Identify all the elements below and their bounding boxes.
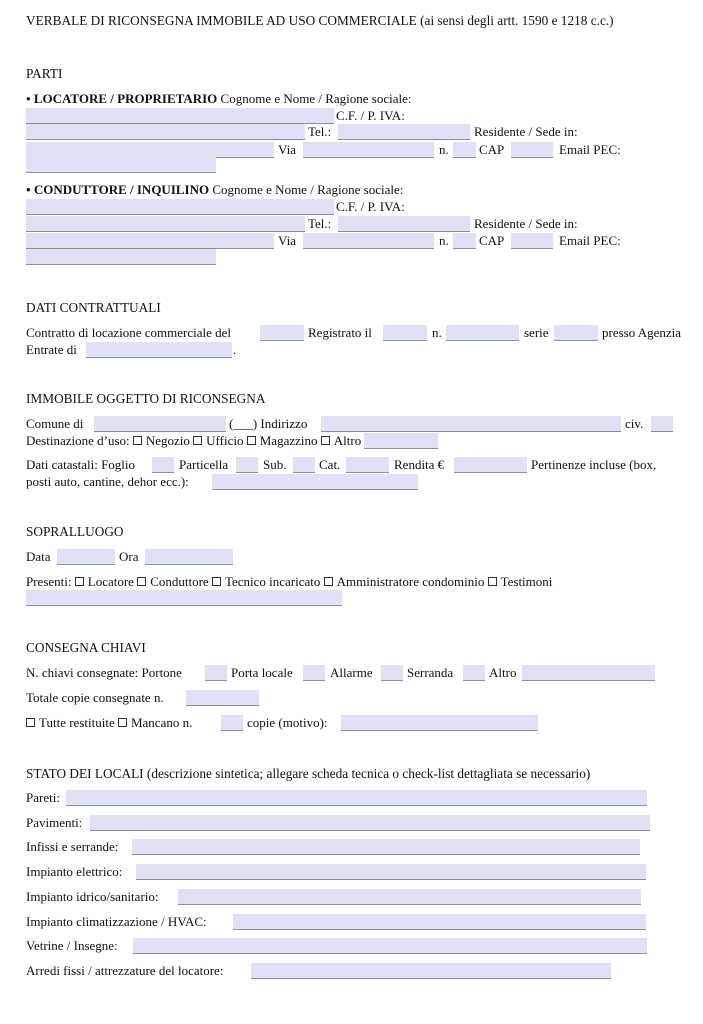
pavimenti-field[interactable] [90, 815, 650, 831]
amministratore-checkbox[interactable] [324, 577, 333, 586]
testimoni-checkbox[interactable] [488, 577, 497, 586]
negozio-option-label: Negozio [145, 433, 190, 448]
idrico-field[interactable] [178, 889, 641, 905]
magazzino-checkbox[interactable] [247, 436, 256, 445]
entrate-label: Entrate di [26, 342, 77, 357]
presenti-label: Presenti: [26, 574, 72, 589]
posti-label: posti auto, cantine, dehor ecc.): [26, 474, 189, 489]
civ-label: civ. [625, 416, 644, 431]
catastali-line [26, 457, 677, 473]
section-stato-heading: STATO DEI LOCALI (descrizione sintetica; allegare scheda tecnica o check-list dettagliata se necessario) [26, 766, 591, 781]
tutte-restituite-checkbox[interactable] [26, 718, 35, 727]
section-sopralluogo-heading: SOPRALLUOGO [26, 524, 124, 539]
period: . [233, 342, 237, 357]
stato-row [26, 963, 677, 979]
foglio-field[interactable] [152, 457, 174, 473]
ufficio-checkbox[interactable] [193, 436, 202, 445]
copie-motivo-field[interactable] [341, 715, 538, 731]
bullet: • [26, 182, 31, 197]
idrico-label: Impianto idrico/sanitario: [26, 889, 159, 904]
via-label: Via [278, 233, 296, 248]
locatore-tel-field[interactable] [338, 124, 470, 140]
section-chiavi-heading: CONSEGNA CHIAVI [26, 640, 146, 655]
altro-chiavi-field[interactable] [522, 665, 655, 681]
altro-chiavi-label: Altro [489, 665, 517, 680]
email-label: Email PEC: [559, 233, 621, 248]
destinazione-label: Destinazione d’uso: [26, 433, 130, 448]
conduttore-line-via [26, 233, 677, 249]
infissi-field[interactable] [132, 839, 640, 855]
via-label: Via [278, 142, 296, 157]
stato-row [26, 815, 677, 831]
sub-label: Sub. [263, 457, 287, 472]
restituite-group [26, 715, 192, 731]
particella-field[interactable] [236, 457, 258, 473]
infissi-label: Infissi e serrande: [26, 839, 119, 854]
conduttore-line-cf [26, 199, 677, 215]
bullet: • [26, 91, 31, 106]
residente-label: Residente / Sede in: [474, 216, 578, 231]
locatore-role: LOCATORE / PROPRIETARIO [33, 91, 218, 106]
magazzino-option-label: Magazzino [259, 433, 318, 448]
pertinenze-label: Pertinenze incluse (box, [531, 457, 657, 472]
document-title: VERBALE DI RICONSEGNA IMMOBILE AD USO COMMERCIALE (ai sensi degli artt. 1590 e 1218 c.c.) [26, 13, 614, 28]
restituite-line [26, 715, 677, 731]
locatore-option-label: Locatore [87, 574, 134, 589]
presenti-line [26, 574, 677, 590]
mancano-checkbox[interactable] [118, 718, 127, 727]
registrato-date-field[interactable] [383, 325, 427, 341]
pertinenze-field[interactable] [212, 474, 418, 490]
section-immobile-heading: IMMOBILE OGGETTO DI RICONSEGNA [26, 391, 266, 406]
amministratore-option-label: Amministratore condominio [336, 574, 485, 589]
elettrico-label: Impianto elettrico: [26, 864, 123, 879]
locatore-line-tel [26, 124, 677, 140]
vetrine-field[interactable] [133, 938, 647, 954]
conduttore-checkbox[interactable] [137, 577, 146, 586]
locatore-email-field[interactable] [26, 157, 216, 173]
copie-label: copie (motivo): [247, 715, 328, 730]
tutte-restituite-label: Tutte restituite [39, 715, 115, 730]
negozio-checkbox[interactable] [133, 436, 142, 445]
stato-row [26, 864, 677, 880]
registrato-number-field[interactable] [446, 325, 519, 341]
tel-label: Tel.: [308, 216, 332, 231]
locatore-name-field[interactable] [26, 108, 334, 124]
porta-field[interactable] [303, 665, 325, 681]
locatore-line-cf [26, 108, 677, 124]
cat-label: Cat. [319, 457, 341, 472]
ufficio-option-label: Ufficio [206, 433, 244, 448]
presenti-details-field[interactable] [26, 590, 342, 606]
totale-field[interactable] [186, 690, 259, 706]
cf-label: C.F. / P. IVA: [336, 108, 405, 123]
tecnico-option-label: Tecnico incaricato [224, 574, 321, 589]
catastali-label: Dati catastali: Foglio [26, 457, 136, 472]
residente-label: Residente / Sede in: [474, 124, 578, 139]
cap-label: CAP [479, 233, 505, 248]
conduttore-name-label: Cognome e Nome / Ragione sociale: [212, 182, 404, 197]
presenti-field-line [26, 590, 677, 606]
pareti-field[interactable] [66, 790, 647, 806]
n-label: n. [439, 233, 449, 248]
stato-row [26, 889, 677, 905]
categoria-field[interactable] [346, 457, 389, 473]
sub-field[interactable] [293, 457, 315, 473]
locatore-via-field[interactable] [303, 142, 434, 158]
altro-checkbox[interactable] [321, 436, 330, 445]
testimoni-option-label: Testimoni [500, 574, 553, 589]
altro-destinazione-field[interactable] [364, 433, 438, 449]
tel-label: Tel.: [308, 124, 332, 139]
locatore-number-field[interactable] [453, 142, 476, 158]
tecnico-checkbox[interactable] [212, 577, 221, 586]
section-parti-heading: PARTI [26, 66, 63, 81]
altro-option-label: Altro [333, 433, 362, 448]
stato-row [26, 938, 677, 954]
serie-label: serie [524, 325, 549, 340]
locatore-header-line [26, 91, 677, 107]
stato-row [26, 914, 677, 930]
data-label: Data [26, 549, 51, 564]
presso-label: presso Agenzia [602, 325, 682, 340]
data-field[interactable] [57, 549, 115, 565]
agenzia-entrate-field[interactable] [86, 342, 232, 358]
contratto-label: Contratto di locazione commerciale del [26, 325, 232, 340]
destinazione-line [26, 433, 677, 449]
registrato-label: Registrato il [308, 325, 372, 340]
portone-field[interactable] [205, 665, 227, 681]
conduttore-cap-field[interactable] [511, 233, 553, 249]
indirizzo-label: (___) Indirizzo [229, 416, 308, 431]
arredi-field[interactable] [251, 963, 611, 979]
locatore-cf-field[interactable] [26, 124, 305, 140]
mancano-label: Mancano n. [130, 715, 193, 730]
serranda-field[interactable] [463, 665, 485, 681]
mancano-field[interactable] [221, 715, 243, 731]
conduttore-name-field[interactable] [26, 199, 334, 215]
totale-line [26, 690, 677, 706]
serie-field[interactable] [554, 325, 598, 341]
conduttore-line-email [26, 249, 677, 265]
particella-label: Particella [179, 457, 229, 472]
pavimenti-label: Pavimenti: [26, 815, 83, 830]
posti-line [26, 474, 677, 490]
email-label: Email PEC: [559, 142, 621, 157]
stato-row [26, 839, 677, 855]
allarme-field[interactable] [381, 665, 403, 681]
rendita-field[interactable] [454, 457, 527, 473]
conduttore-via-field[interactable] [303, 233, 434, 249]
conduttore-header-line [26, 182, 677, 198]
n-label: n. [432, 325, 442, 340]
conduttore-line-tel [26, 216, 677, 232]
pareti-label: Pareti: [26, 790, 60, 805]
portone-label: N. chiavi consegnate: Portone [26, 665, 182, 680]
rendita-label: Rendita € [394, 457, 445, 472]
locatore-residente-field[interactable] [26, 142, 274, 158]
allarme-label: Allarme [330, 665, 373, 680]
n-label: n. [439, 142, 449, 157]
conduttore-tel-field[interactable] [338, 216, 470, 232]
civico-field[interactable] [651, 416, 673, 432]
totale-label: Totale copie consegnate n. [26, 690, 164, 705]
section-dati-heading: DATI CONTRATTUALI [26, 300, 161, 315]
indirizzo-field[interactable] [321, 416, 621, 432]
conduttore-residente-field[interactable] [26, 233, 274, 249]
cap-label: CAP [479, 142, 505, 157]
cf-label: C.F. / P. IVA: [336, 199, 405, 214]
data-ora-line [26, 549, 677, 565]
ora-field[interactable] [145, 549, 233, 565]
conduttore-role: CONDUTTORE / INQUILINO [33, 182, 210, 197]
comune-label: Comune di [26, 416, 84, 431]
arredi-label: Arredi fissi / attrezzature del locatore: [26, 963, 224, 978]
serranda-label: Serranda [407, 665, 454, 680]
comune-field[interactable] [94, 416, 226, 432]
chiavi-line [26, 665, 677, 681]
conduttore-number-field[interactable] [453, 233, 476, 249]
conduttore-email-field[interactable] [26, 249, 216, 265]
conduttore-cf-field[interactable] [26, 216, 305, 232]
contratto-date-field[interactable] [260, 325, 304, 341]
conduttore-option-label: Conduttore [150, 574, 209, 589]
elettrico-field[interactable] [136, 864, 646, 880]
locatore-line-via [26, 142, 677, 158]
locatore-line-email [26, 157, 677, 173]
locatore-checkbox[interactable] [75, 577, 84, 586]
entrate-line [26, 342, 677, 358]
hvac-field[interactable] [233, 914, 646, 930]
locatore-name-label: Cognome e Nome / Ragione sociale: [220, 91, 412, 106]
ora-label: Ora [119, 549, 139, 564]
contratto-line [26, 325, 682, 341]
comune-line [26, 416, 677, 432]
locatore-cap-field[interactable] [511, 142, 553, 158]
porta-label: Porta locale [231, 665, 293, 680]
stato-row [26, 790, 677, 806]
hvac-label: Impianto climatizzazione / HVAC: [26, 914, 207, 929]
vetrine-label: Vetrine / Insegne: [26, 938, 118, 953]
